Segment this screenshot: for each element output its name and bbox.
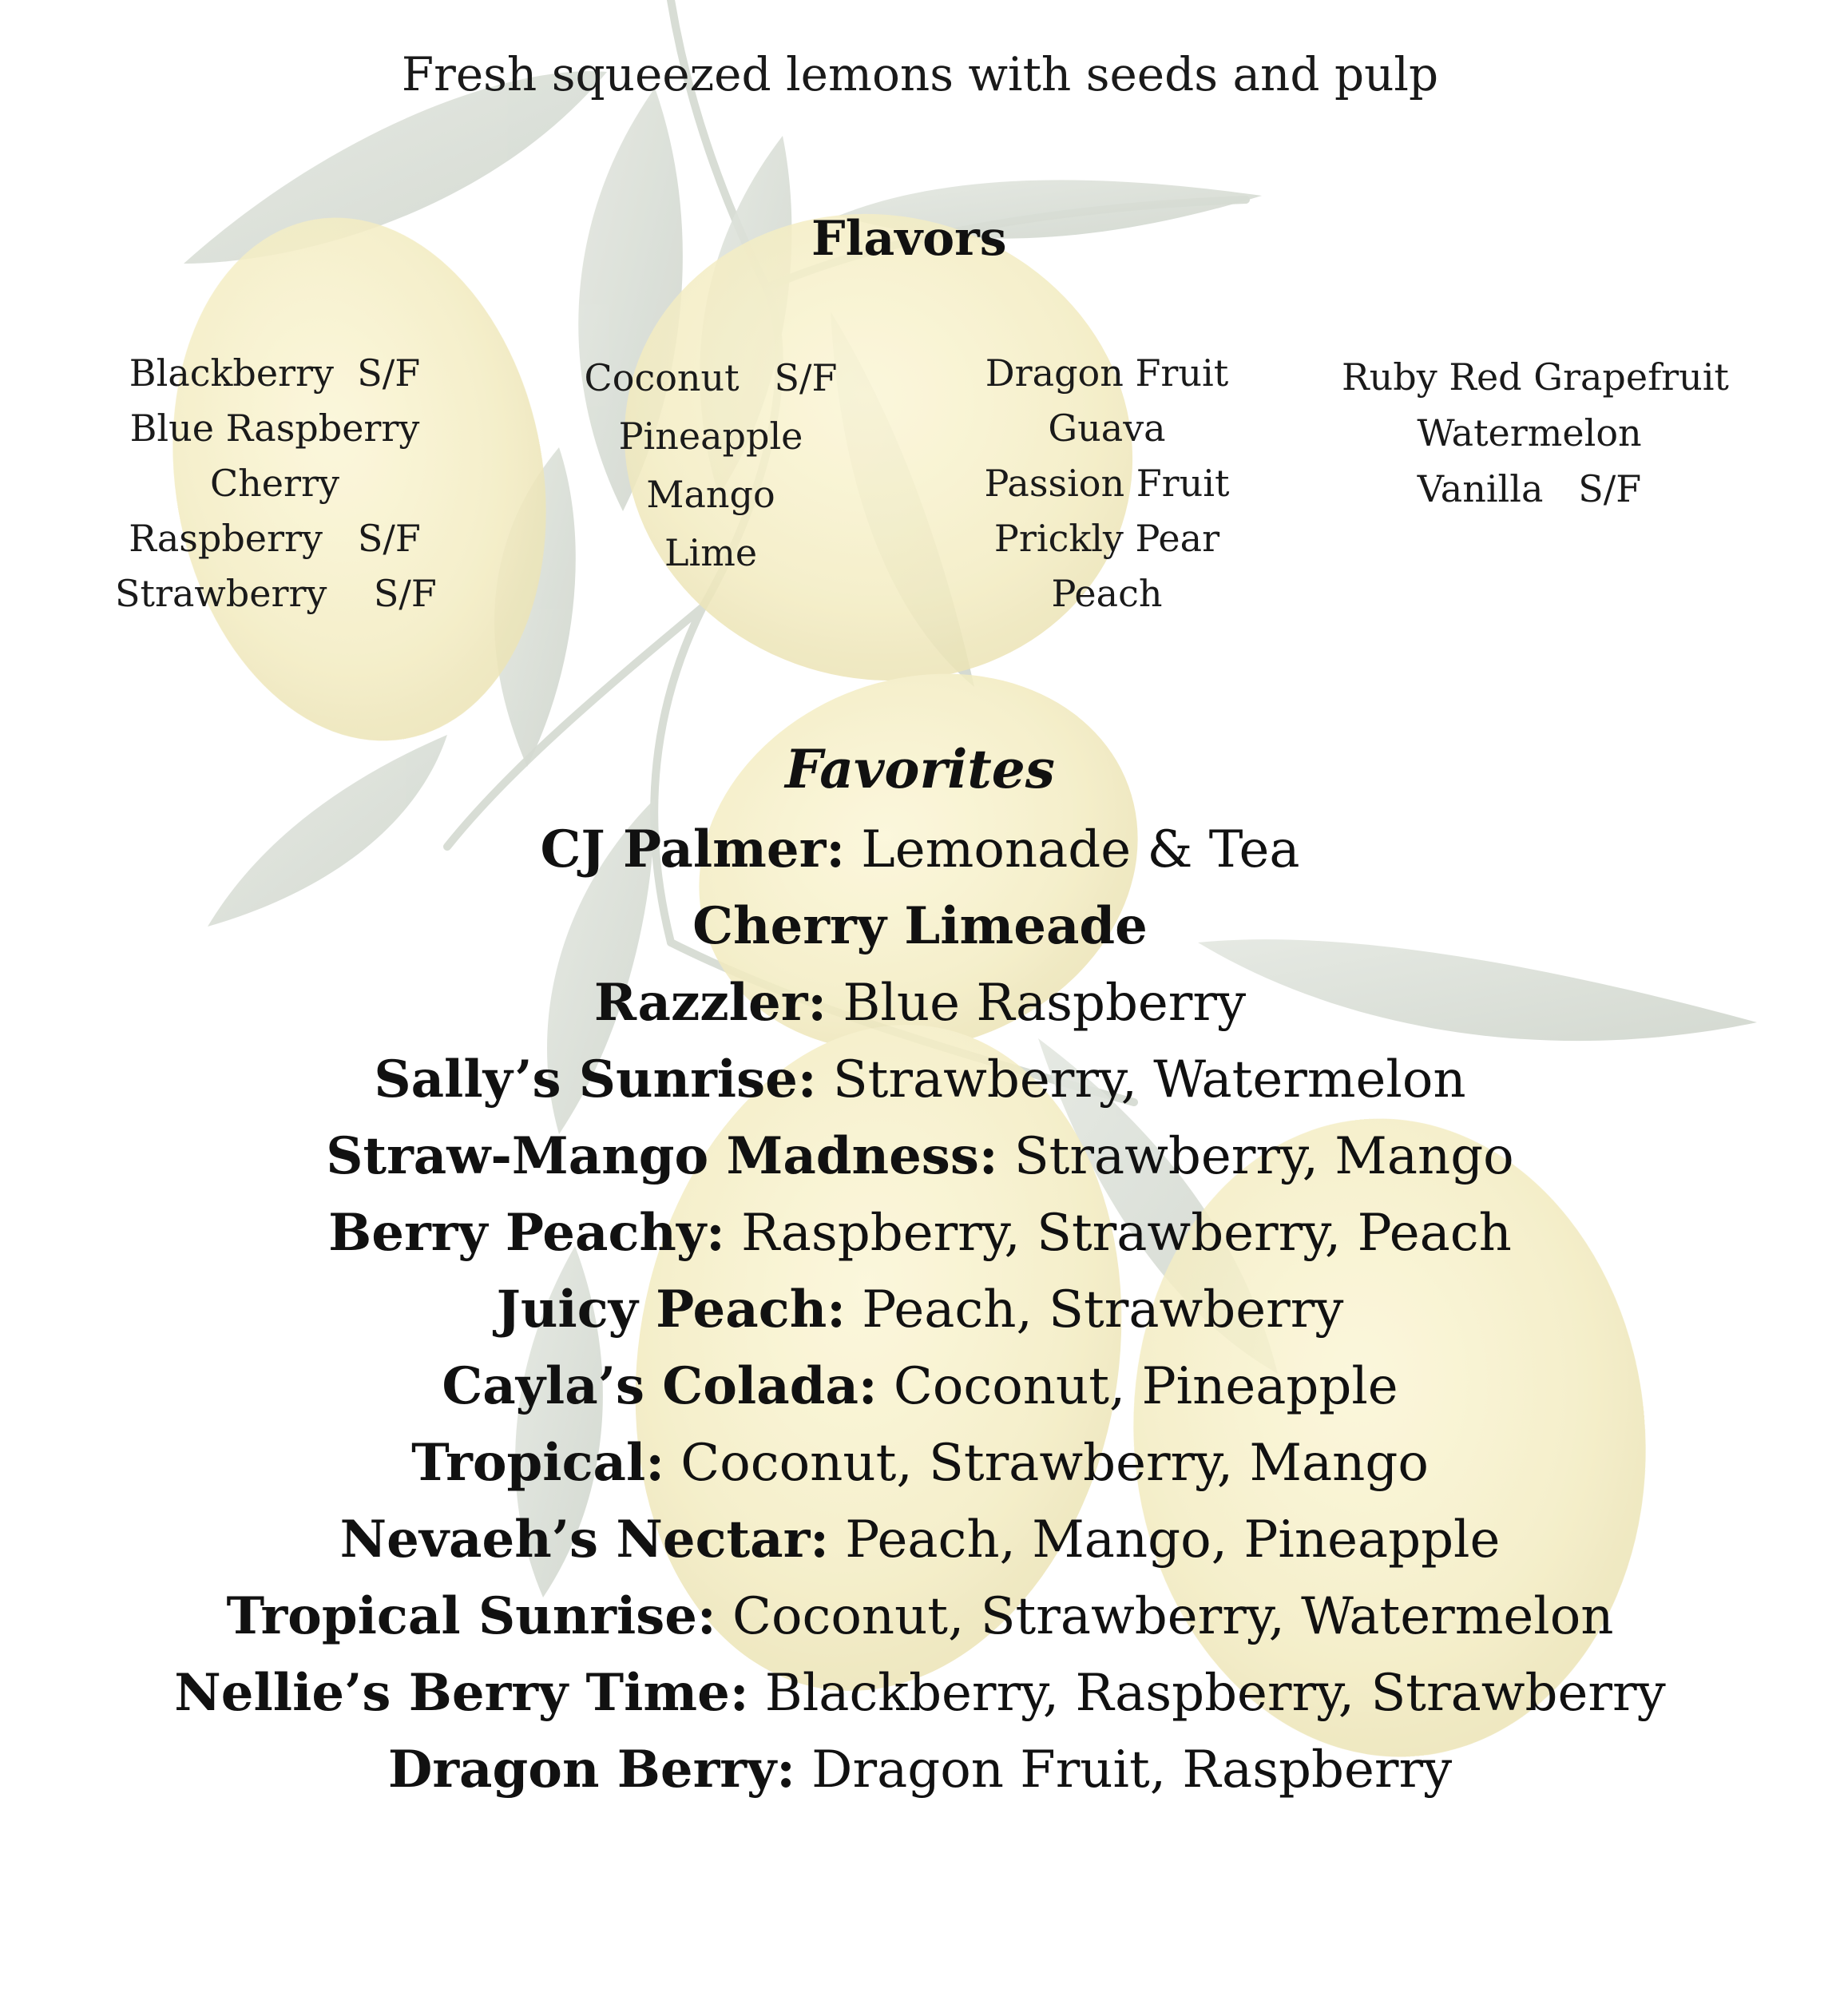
favorite-item (0, 1042, 1840, 1118)
favorite-desc: Strawberry, Mango (997, 1127, 1514, 1186)
flavor-column-1 (115, 346, 437, 621)
favorite-item (0, 965, 1840, 1042)
favorite-name: Tropical: (411, 1433, 664, 1493)
favorites-list (0, 812, 1840, 1808)
favorite-desc: Peach, Mango, Pineapple (828, 1510, 1501, 1570)
flavor-item: Passion Fruit (984, 462, 1230, 505)
favorite-desc: Dragon Fruit, Raspberry (795, 1740, 1453, 1800)
favorite-item (0, 1348, 1840, 1425)
favorite-name: Sally’s Sunrise: (374, 1050, 817, 1109)
flavor-column-2 (551, 349, 870, 582)
favorite-item (0, 1272, 1840, 1348)
flavor-item: Mango (646, 473, 775, 516)
favorite-name: Juicy Peach: (496, 1280, 846, 1339)
flavor-item: Lime (664, 531, 758, 574)
flavor-item: Prickly Pear (993, 517, 1220, 560)
favorite-item (0, 1502, 1840, 1578)
flavors-title: Flavors (811, 211, 1007, 267)
favorites-title: Favorites (785, 738, 1055, 800)
flavor-item: Coconut S/F (584, 356, 838, 399)
favorite-name: Dragon Berry: (387, 1740, 795, 1800)
favorite-desc: Raspberry, Strawberry, Peach (724, 1204, 1512, 1263)
flavor-item: Cherry (209, 462, 339, 505)
favorite-name: Cayla’s Colada: (442, 1356, 878, 1416)
favorite-name: Berry Peachy: (328, 1203, 725, 1263)
flavor-column-3 (947, 346, 1267, 621)
favorite-desc: Peach, Strawberry (845, 1280, 1344, 1339)
flavor-item: Vanilla S/F (1417, 467, 1642, 510)
favorite-name: Nellie’s Berry Time: (174, 1663, 749, 1723)
favorite-desc: Lemonade & Tea (844, 820, 1300, 879)
favorite-desc: Blue Raspberry (827, 974, 1247, 1033)
favorite-item (0, 1732, 1840, 1808)
favorite-name: Tropical Sunrise: (226, 1586, 716, 1646)
favorite-item (0, 1655, 1840, 1732)
flavor-item: Watermelon (1417, 411, 1642, 454)
favorite-item (0, 1195, 1840, 1272)
favorite-desc: Coconut, Strawberry, Mango (664, 1434, 1429, 1493)
favorite-desc: Strawberry, Watermelon (816, 1050, 1466, 1109)
flavor-item: Strawberry S/F (115, 572, 437, 615)
favorite-desc: Coconut, Strawberry, Watermelon (716, 1587, 1614, 1646)
favorite-item (0, 1118, 1840, 1195)
favorite-name: Razzler: (593, 973, 827, 1033)
flavor-item: Dragon Fruit (985, 351, 1229, 395)
flavor-item: Guava (1048, 407, 1166, 450)
favorite-item (0, 1425, 1840, 1502)
favorite-item (0, 888, 1840, 965)
flavor-item: Pineapple (618, 415, 803, 458)
favorite-name: Cherry Limeade (692, 896, 1148, 956)
flavor-item: Blackberry S/F (129, 351, 421, 395)
flavor-item: Raspberry S/F (129, 517, 421, 560)
flavor-item: Ruby Red Grapefruit (1342, 355, 1729, 399)
favorite-item (0, 812, 1840, 888)
favorite-desc: Blackberry, Raspberry, Strawberry (748, 1664, 1666, 1723)
flavor-item: Peach (1051, 572, 1163, 615)
favorite-name: CJ Palmer: (540, 819, 845, 879)
favorite-item (0, 1578, 1840, 1655)
favorite-name: Straw-Mango Madness: (326, 1126, 998, 1186)
favorite-desc: Coconut, Pineapple (877, 1357, 1398, 1416)
favorite-name: Nevaeh’s Nectar: (339, 1510, 829, 1570)
flavor-item: Blue Raspberry (129, 407, 420, 450)
tagline: Fresh squeezed lemons with seeds and pulp (401, 47, 1439, 101)
flavor-column-4 (1342, 349, 1729, 517)
